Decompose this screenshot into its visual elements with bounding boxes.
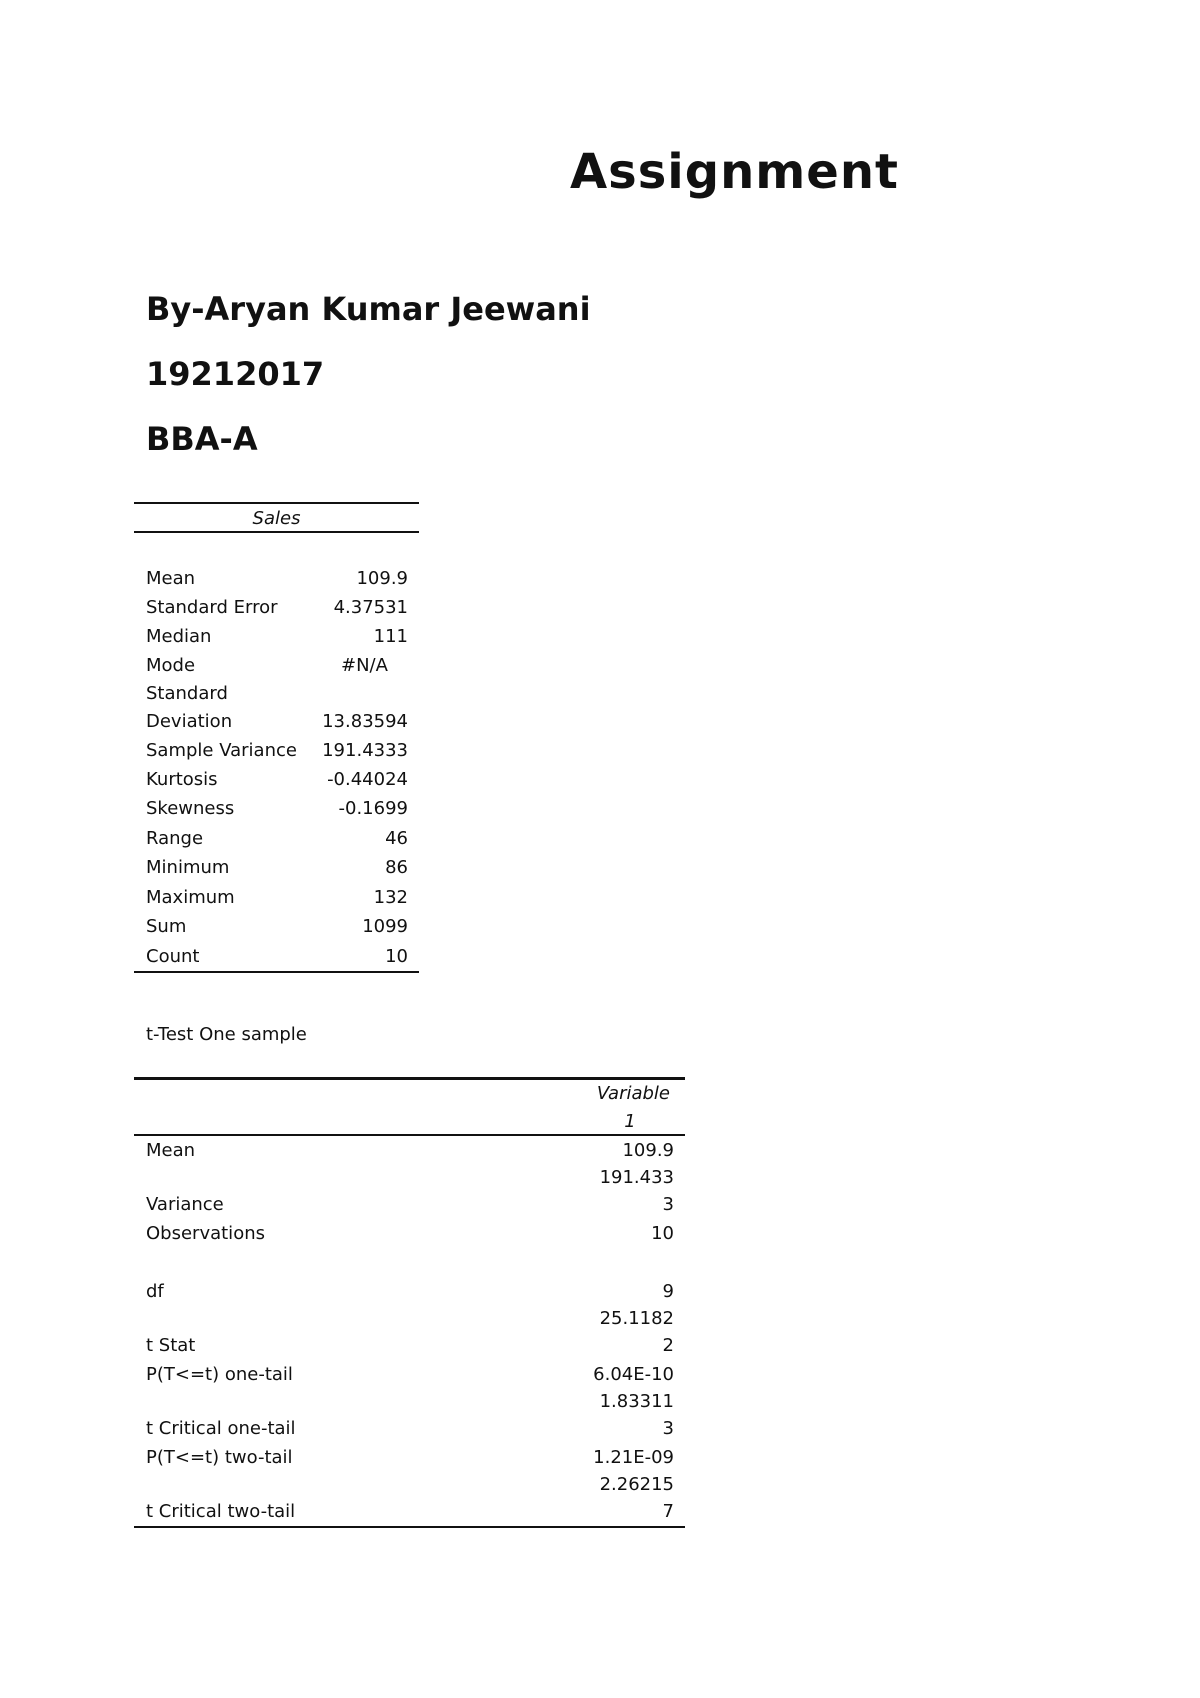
stat-label: Median — [146, 626, 212, 647]
author-name: By-Aryan Kumar Jeewani — [146, 290, 591, 328]
stat-value: 86 — [385, 857, 408, 878]
table-header-rule — [134, 531, 419, 533]
stat-label: Mode — [146, 655, 196, 676]
ttest-value: 191.433 — [599, 1167, 674, 1188]
stat-label: Kurtosis — [146, 769, 218, 790]
ttest-value: 1.83311 — [599, 1391, 674, 1412]
table-bottom-rule — [134, 971, 419, 973]
ttest-header-index: 1 — [624, 1111, 636, 1132]
stat-label: Deviation — [146, 711, 233, 732]
stat-value: 109.9 — [356, 568, 408, 589]
stat-value: 10 — [385, 946, 408, 967]
stat-label: Sum — [146, 916, 187, 937]
section-label: BBA-A — [146, 420, 258, 458]
table-top-rule — [134, 1077, 685, 1080]
ttest-value: 2.26215 — [599, 1474, 674, 1495]
stat-value: -0.1699 — [338, 798, 408, 819]
stat-value: 1099 — [362, 916, 408, 937]
ttest-label: t Critical two-tail — [146, 1501, 296, 1522]
ttest-label: Variance — [146, 1194, 224, 1215]
ttest-label: P(T<=t) one-tail — [146, 1364, 293, 1385]
ttest-value: 10 — [651, 1223, 674, 1244]
stat-label: Standard Error — [146, 597, 278, 618]
table-header-rule — [134, 1134, 685, 1136]
page-title: Assignment — [570, 144, 899, 200]
ttest-value: 109.9 — [622, 1140, 674, 1161]
table-top-rule — [134, 502, 419, 504]
stat-label: Sample Variance — [146, 740, 297, 761]
ttest-label: df — [146, 1281, 164, 1302]
stat-label: Count — [146, 946, 200, 967]
ttest-value: 25.1182 — [599, 1308, 674, 1329]
stat-label: Mean — [146, 568, 196, 589]
stat-value: 132 — [373, 887, 408, 908]
ttest-value: 9 — [662, 1281, 674, 1302]
stat-value: #N/A — [341, 655, 388, 676]
ttest-value: 3 — [662, 1418, 674, 1439]
ttest-label: t Stat — [146, 1335, 196, 1356]
stat-label: Standard — [146, 683, 228, 704]
ttest-value: 7 — [662, 1501, 674, 1522]
stat-label: Maximum — [146, 887, 235, 908]
ttest-header-variable: Variable — [596, 1083, 670, 1104]
stat-value: 191.4333 — [322, 740, 408, 761]
table-header-sales: Sales — [252, 508, 301, 529]
ttest-value: 1.21E-09 — [593, 1447, 674, 1468]
ttest-value: 2 — [662, 1335, 674, 1356]
table-bottom-rule — [134, 1526, 685, 1528]
ttest-label: Observations — [146, 1223, 265, 1244]
stat-value: 46 — [385, 828, 408, 849]
stat-value: 13.83594 — [322, 711, 408, 732]
roll-number: 19212017 — [146, 355, 325, 393]
stat-value: 111 — [373, 626, 408, 647]
ttest-caption: t-Test One sample — [146, 1024, 307, 1045]
ttest-label: Mean — [146, 1140, 196, 1161]
ttest-label: t Critical one-tail — [146, 1418, 296, 1439]
stat-label: Range — [146, 828, 204, 849]
ttest-label: P(T<=t) two-tail — [146, 1447, 293, 1468]
stat-value: 4.37531 — [333, 597, 408, 618]
stat-label: Skewness — [146, 798, 235, 819]
stat-label: Minimum — [146, 857, 230, 878]
ttest-value: 3 — [662, 1194, 674, 1215]
ttest-value: 6.04E-10 — [593, 1364, 674, 1385]
stat-value: -0.44024 — [327, 769, 408, 790]
